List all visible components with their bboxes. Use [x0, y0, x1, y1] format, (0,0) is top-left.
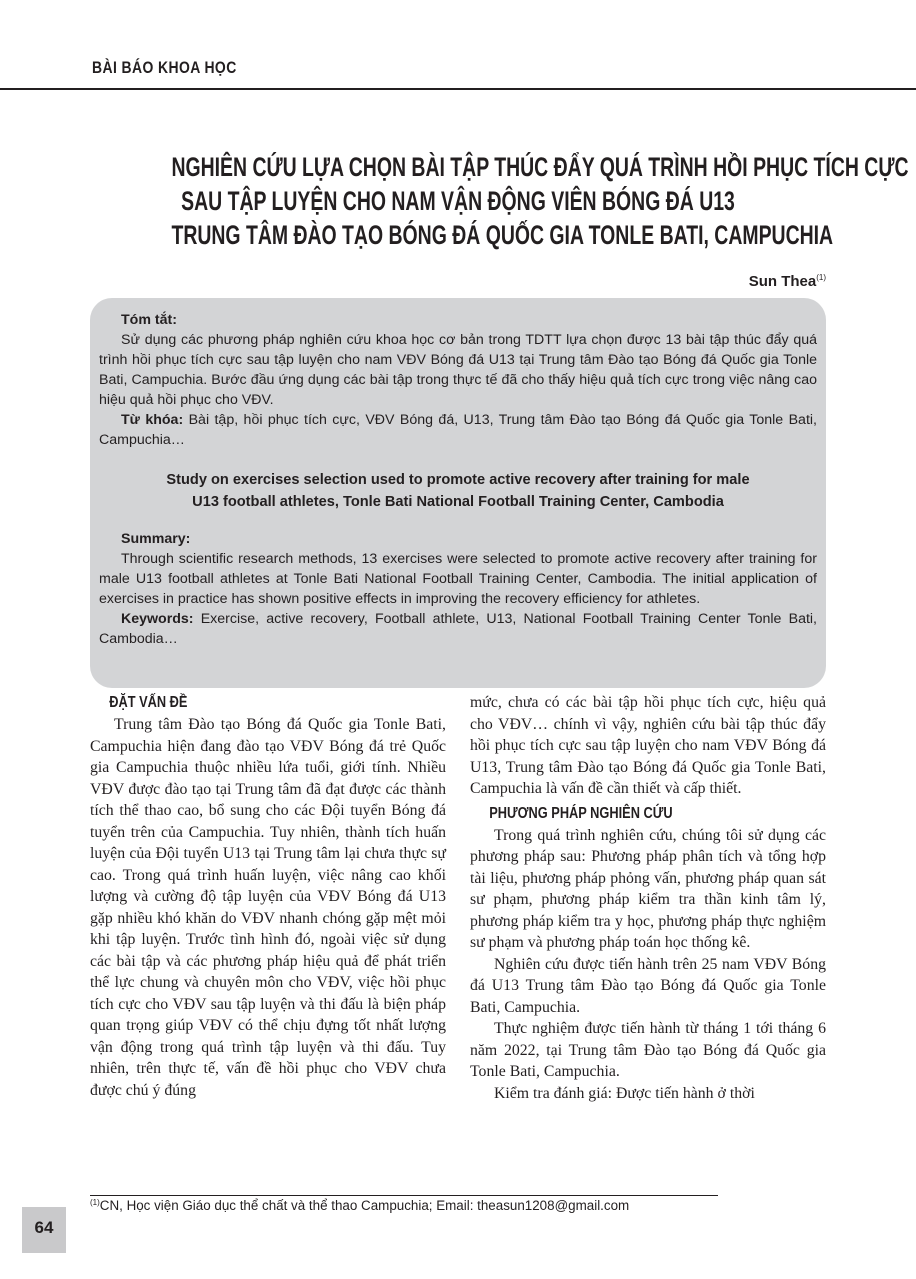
methods-paragraph-3: Thực nghiệm được tiến hành từ tháng 1 tới tháng 6 năm 2022, tại Trung tâm Đào tạo Bóng đá Quốc gia Tonle Bati, Campuchia.	[470, 1020, 826, 1080]
column-right	[470, 692, 826, 1104]
methods-paragraph-2: Nghiên cứu được tiến hành trên 25 nam VĐV Bóng đá U13 Trung tâm Đào tạo Bóng đá Quốc gia Tonle Bati, Campuchia.	[470, 955, 826, 1016]
english-title-line-2: U13 football athletes, Tonle Bati National Football Training Center, Cambodia	[192, 494, 724, 510]
methods-paragraph-4: Kiểm tra đánh giá: Được tiến hành ở thời	[494, 1084, 755, 1102]
summary-body: Through scientific research methods, 13 exercises were selected to promote active recovery after training for male U13 football athletes at Tonle Bati National Football Training Center, Cambodia. The initial application of exercises in practice has shown positive effects in improving the recovery efficiency for athletes.	[99, 551, 817, 607]
author-footnote-mark: (1)	[816, 273, 826, 282]
header-rule	[0, 88, 916, 90]
section-heading-methods: PHƯƠNG PHÁP NGHIÊN CỨU	[489, 804, 673, 822]
keywords-en-label: Keywords:	[121, 611, 194, 627]
intro-paragraph: Trung tâm Đào tạo Bóng đá Quốc gia Tonle Bati, Campuchia hiện đang đào tạo VĐV Bóng đá trẻ Quốc gia Campuchia thuộc nhiều lứa tuổi, giới tính. Nhiều VĐV được đào tạo tại Trung tâm đã đạt được các thành tích thể thao cao, bổ sung cho các Đội tuyển Bóng đá tuyển trên của Campuchia. Tuy nhiên, thành tích huấn luyện của Đội tuyển U13 tại Trung tâm lại chưa thực sự cao. Trong quá trình huấn luyện, việc nâng cao khối lượng và cường độ tập luyện của VĐV Bóng đá U13 gặp nhiều khó khăn do VĐV nhanh chóng gặp mệt mỏi khi tập luyện. Trước tình hình đó, ngoài việc sử dụng các bài tập và các phương pháp hiệu quả để phát triển thể lực chung và chuyên môn cho VĐV, việc hồi phục tích cực cho VĐV sau tập luyện và thi đấu là biện pháp quan trọng giúp VĐV có thể chịu đựng tốt nhất lượng vận động trong quá trình tập luyện và thi đấu. Tuy nhiên, trên thực tế, vấn đề hồi phục cho VĐV chưa được chú ý đúng	[90, 716, 446, 1099]
author	[749, 273, 826, 290]
intro-paragraph-continued: mức, chưa có các bài tập hồi phục tích cực, hiệu quả cho VĐV… chính vì vậy, nghiên cứu bài tập thúc đẩy hồi phục tích cực sau tập luyện cho nam VĐV Bóng đá U13, Trung tâm Đào tạo Bóng đá Quốc gia Tonle Bati, Campuchia là vấn đề cần thiết và cấp thiết.	[470, 694, 826, 797]
footnote	[90, 1198, 629, 1213]
author-name: Sun Thea	[748, 273, 817, 290]
title-line-1: NGHIÊN CỨU LỰA CHỌN BÀI TẬP THÚC ĐẨY QUÁ TRÌNH HỒI PHỤC TÍCH CỰC	[171, 152, 909, 182]
abstract-vi	[99, 310, 817, 450]
footnote-text: CN, Học viện Giáo dục thể chất và thể thao Campuchia; Email: theasun1208@gmail.com	[99, 1198, 630, 1213]
summary-heading: Summary:	[121, 531, 191, 547]
abstract-vi-heading: Tóm tắt:	[121, 312, 177, 328]
title-line-3: TRUNG TÂM ĐÀO TẠO BÓNG ĐÁ QUỐC GIA TONLE BATI, CAMPUCHIA	[171, 220, 834, 250]
keywords-vi-label: Từ khóa:	[121, 412, 184, 428]
section-tag: BÀI BÁO KHOA HỌC	[92, 58, 237, 77]
page-number: 64	[34, 1218, 54, 1237]
section-heading-intro: ĐẶT VẤN ĐỀ	[109, 694, 188, 711]
abstract-vi-body: Sử dụng các phương pháp nghiên cứu khoa học cơ bản trong TDTT lựa chọn được 13 bài tập thúc đẩy quá trình hồi phục tích cực sau tập luyện cho nam VĐV Bóng đá U13 tại Trung tâm Đào tạo Bóng đá Quốc gia Tonle Bati, Campuchia. Bước đầu ứng dụng các bài tập trong thực tế đã cho thấy hiệu quả tích cực trong việc nâng cao hiệu quả hồi phục cho VĐV.	[99, 332, 817, 408]
keywords-vi: Bài tập, hồi phục tích cực, VĐV Bóng đá, U13, Trung tâm Đào tạo Bóng đá Quốc gia Tonle Bati, Campuchia…	[99, 412, 817, 448]
footnote-rule	[90, 1195, 718, 1196]
english-title-line-1: Study on exercises selection used to promote active recovery after training for male	[166, 472, 750, 488]
column-left	[90, 692, 446, 1101]
english-title	[99, 469, 817, 513]
keywords-en: Exercise, active recovery, Football athlete, U13, National Football Training Center Tonle Bati, Cambodia…	[99, 611, 817, 647]
title-line-2: SAU TẬP LUYỆN CHO NAM VẬN ĐỘNG VIÊN BÓNG ĐÁ U13	[181, 186, 735, 216]
article-title	[60, 150, 909, 252]
footnote-mark: (1)	[90, 1198, 100, 1207]
abstract-en	[99, 529, 817, 649]
methods-paragraph-1: Trong quá trình nghiên cứu, chúng tôi sử dụng các phương pháp sau: Phương pháp phân tích và tổng hợp tài liệu, phương pháp phỏng vấn, phương pháp quan sát sư phạm, phương pháp kiểm tra thần kinh tâm lý, phương pháp kiểm tra y học, phương pháp thực nghiệm sư phạm và phương pháp toán học thống kê.	[470, 826, 826, 951]
